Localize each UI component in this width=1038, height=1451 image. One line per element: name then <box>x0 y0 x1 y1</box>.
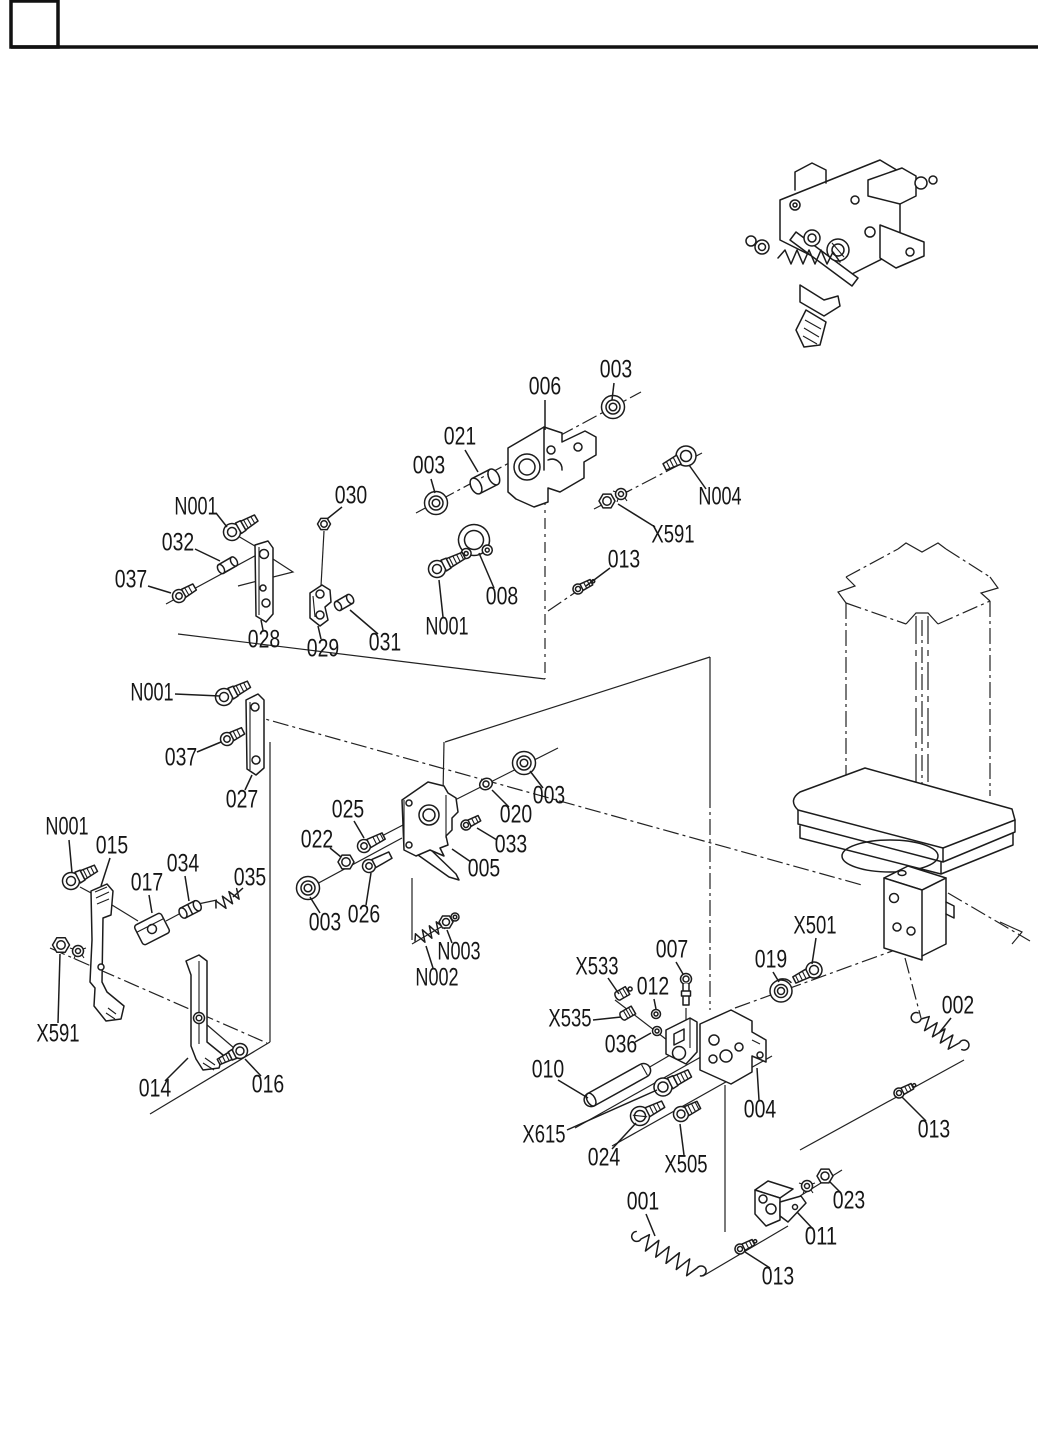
part-label-037: 037 <box>164 743 198 772</box>
part-label-015: 015 <box>95 831 129 860</box>
leader-line-007 <box>676 962 683 974</box>
leader-line-036 <box>635 1033 651 1042</box>
part-screw-n001-top <box>426 548 468 581</box>
part-label-003: 003 <box>412 451 446 480</box>
part-label-x591: X591 <box>651 520 695 549</box>
part-label-023: 023 <box>832 1186 866 1215</box>
part-label-013: 013 <box>917 1115 951 1144</box>
leader-line-037 <box>197 742 221 752</box>
part-label-020: 020 <box>499 800 533 829</box>
part-screw-013-right <box>892 1080 918 1100</box>
part-label-n002: N002 <box>415 963 459 992</box>
part-label-n001: N001 <box>45 812 89 841</box>
part-plate-028 <box>255 541 273 622</box>
axis-030-029 <box>321 531 324 586</box>
part-label-013: 013 <box>607 545 641 574</box>
part-label-027: 027 <box>225 785 259 814</box>
part-bracket-011 <box>755 1181 806 1226</box>
part-label-034: 034 <box>166 849 200 878</box>
corner-box <box>11 1 58 47</box>
part-label-033: 033 <box>494 830 528 859</box>
part-label-013: 013 <box>761 1262 795 1291</box>
part-label-007: 007 <box>655 935 689 964</box>
part-bearing-003-top <box>602 396 625 419</box>
part-label-032: 032 <box>161 528 195 557</box>
part-label-012: 012 <box>636 972 670 1001</box>
part-label-003: 003 <box>599 355 633 384</box>
part-washer-x591-top <box>613 489 629 503</box>
part-lever-014 <box>186 955 223 1070</box>
part-label-n003: N003 <box>437 937 481 966</box>
part-label-x505: X505 <box>664 1150 708 1179</box>
labels-layer <box>36 356 974 1291</box>
part-label-n001: N001 <box>425 612 469 641</box>
part-washer-036 <box>653 1027 662 1036</box>
machine-frame-column <box>793 543 1015 960</box>
leader-line-x535 <box>593 1017 621 1020</box>
part-label-005: 005 <box>467 854 501 883</box>
part-washer-020 <box>478 776 495 792</box>
part-label-025: 025 <box>331 795 365 824</box>
part-setscrew-x535 <box>619 1006 636 1021</box>
leader-line-034 <box>185 876 189 901</box>
leader-line-032 <box>195 549 220 561</box>
part-washer-012 <box>652 1010 661 1019</box>
part-label-n001: N001 <box>174 492 218 521</box>
part-spring-001 <box>628 1226 708 1283</box>
part-label-037: 037 <box>114 565 148 594</box>
leader-line-013 <box>586 568 610 586</box>
part-label-030: 030 <box>334 481 368 510</box>
part-label-x533: X533 <box>575 952 619 981</box>
part-label-x501: X501 <box>793 911 837 940</box>
part-label-031: 031 <box>368 628 402 657</box>
leader-line-017 <box>149 895 152 913</box>
part-label-006: 006 <box>528 372 562 401</box>
part-label-014: 014 <box>138 1074 172 1103</box>
part-nut-x591-top <box>599 494 615 508</box>
leader-line-n001 <box>216 513 227 527</box>
part-label-035: 035 <box>233 863 267 892</box>
part-screw-013-top <box>571 576 597 596</box>
part-label-008: 008 <box>485 582 519 611</box>
part-label-021: 021 <box>443 422 477 451</box>
part-link-029 <box>310 585 331 626</box>
part-label-010: 010 <box>531 1055 565 1084</box>
part-label-024: 024 <box>587 1143 621 1172</box>
part-label-016: 016 <box>251 1070 285 1099</box>
part-screw-037-top <box>170 581 198 605</box>
part-label-n004: N004 <box>698 482 742 511</box>
part-plate-027 <box>246 694 264 775</box>
part-pin-034 <box>177 899 202 919</box>
part-label-004: 004 <box>743 1095 777 1124</box>
part-nut-023 <box>817 1169 833 1183</box>
part-nut-x591-left <box>53 938 70 953</box>
part-setscrew-x533 <box>614 984 635 1001</box>
part-label-001: 001 <box>626 1187 660 1216</box>
part-screw-x505 <box>671 1098 702 1124</box>
leader-line-015 <box>101 858 110 886</box>
part-washer-x591-left <box>70 946 86 960</box>
part-label-x591: X591 <box>36 1019 80 1048</box>
part-label-036: 036 <box>604 1030 638 1059</box>
part-screw-037-027 <box>218 725 246 748</box>
part-label-026: 026 <box>347 900 381 929</box>
part-screw-n001-left <box>60 861 100 893</box>
part-bracket-006 <box>508 427 596 507</box>
leader-line-003 <box>431 479 435 493</box>
leader-line-n001 <box>175 694 220 696</box>
part-bearing-003-midleft <box>297 877 320 900</box>
part-bracket-005 <box>402 782 459 880</box>
part-pin-032 <box>216 556 239 575</box>
part-screw-x615 <box>651 1065 694 1099</box>
part-bearing-019 <box>770 979 792 1002</box>
part-screw-x501 <box>791 959 825 987</box>
leader-line-037 <box>148 586 171 593</box>
leader-line-n001 <box>69 840 72 873</box>
part-bearing-003-midright <box>513 752 536 775</box>
part-label-002: 002 <box>941 991 975 1020</box>
part-label-019: 019 <box>754 945 788 974</box>
leader-line-n001 <box>439 580 443 617</box>
leader-line-021 <box>465 450 478 472</box>
leader-line-x591 <box>618 504 655 527</box>
leader-line-x591 <box>58 954 60 1023</box>
part-lever-015 <box>90 884 124 1021</box>
part-nut-030 <box>318 518 331 529</box>
page-header-rule <box>11 1 1038 47</box>
part-washer-023 <box>799 1181 815 1195</box>
part-spacer-021 <box>468 467 502 496</box>
part-plunger-007 <box>681 974 692 1006</box>
part-label-003: 003 <box>532 781 566 810</box>
part-label-029: 029 <box>306 634 340 663</box>
part-block-017 <box>134 912 171 945</box>
part-label-x535: X535 <box>548 1004 592 1033</box>
part-label-022: 022 <box>300 825 334 854</box>
part-label-x615: X615 <box>522 1120 566 1149</box>
part-label-n001: N001 <box>130 678 174 707</box>
part-nut-n003 <box>439 913 459 928</box>
leader-line-001 <box>646 1214 655 1236</box>
part-bearing-003-left <box>425 492 448 515</box>
leader-line-x501 <box>812 938 816 964</box>
part-pin-031 <box>333 593 355 612</box>
assembled-view-thumbnail <box>746 160 937 347</box>
part-label-011: 011 <box>804 1222 838 1251</box>
part-rod-010 <box>582 1061 654 1109</box>
part-screw-025 <box>355 830 386 855</box>
part-label-028: 028 <box>247 625 281 654</box>
part-label-017: 017 <box>130 868 164 897</box>
part-label-003: 003 <box>308 908 342 937</box>
